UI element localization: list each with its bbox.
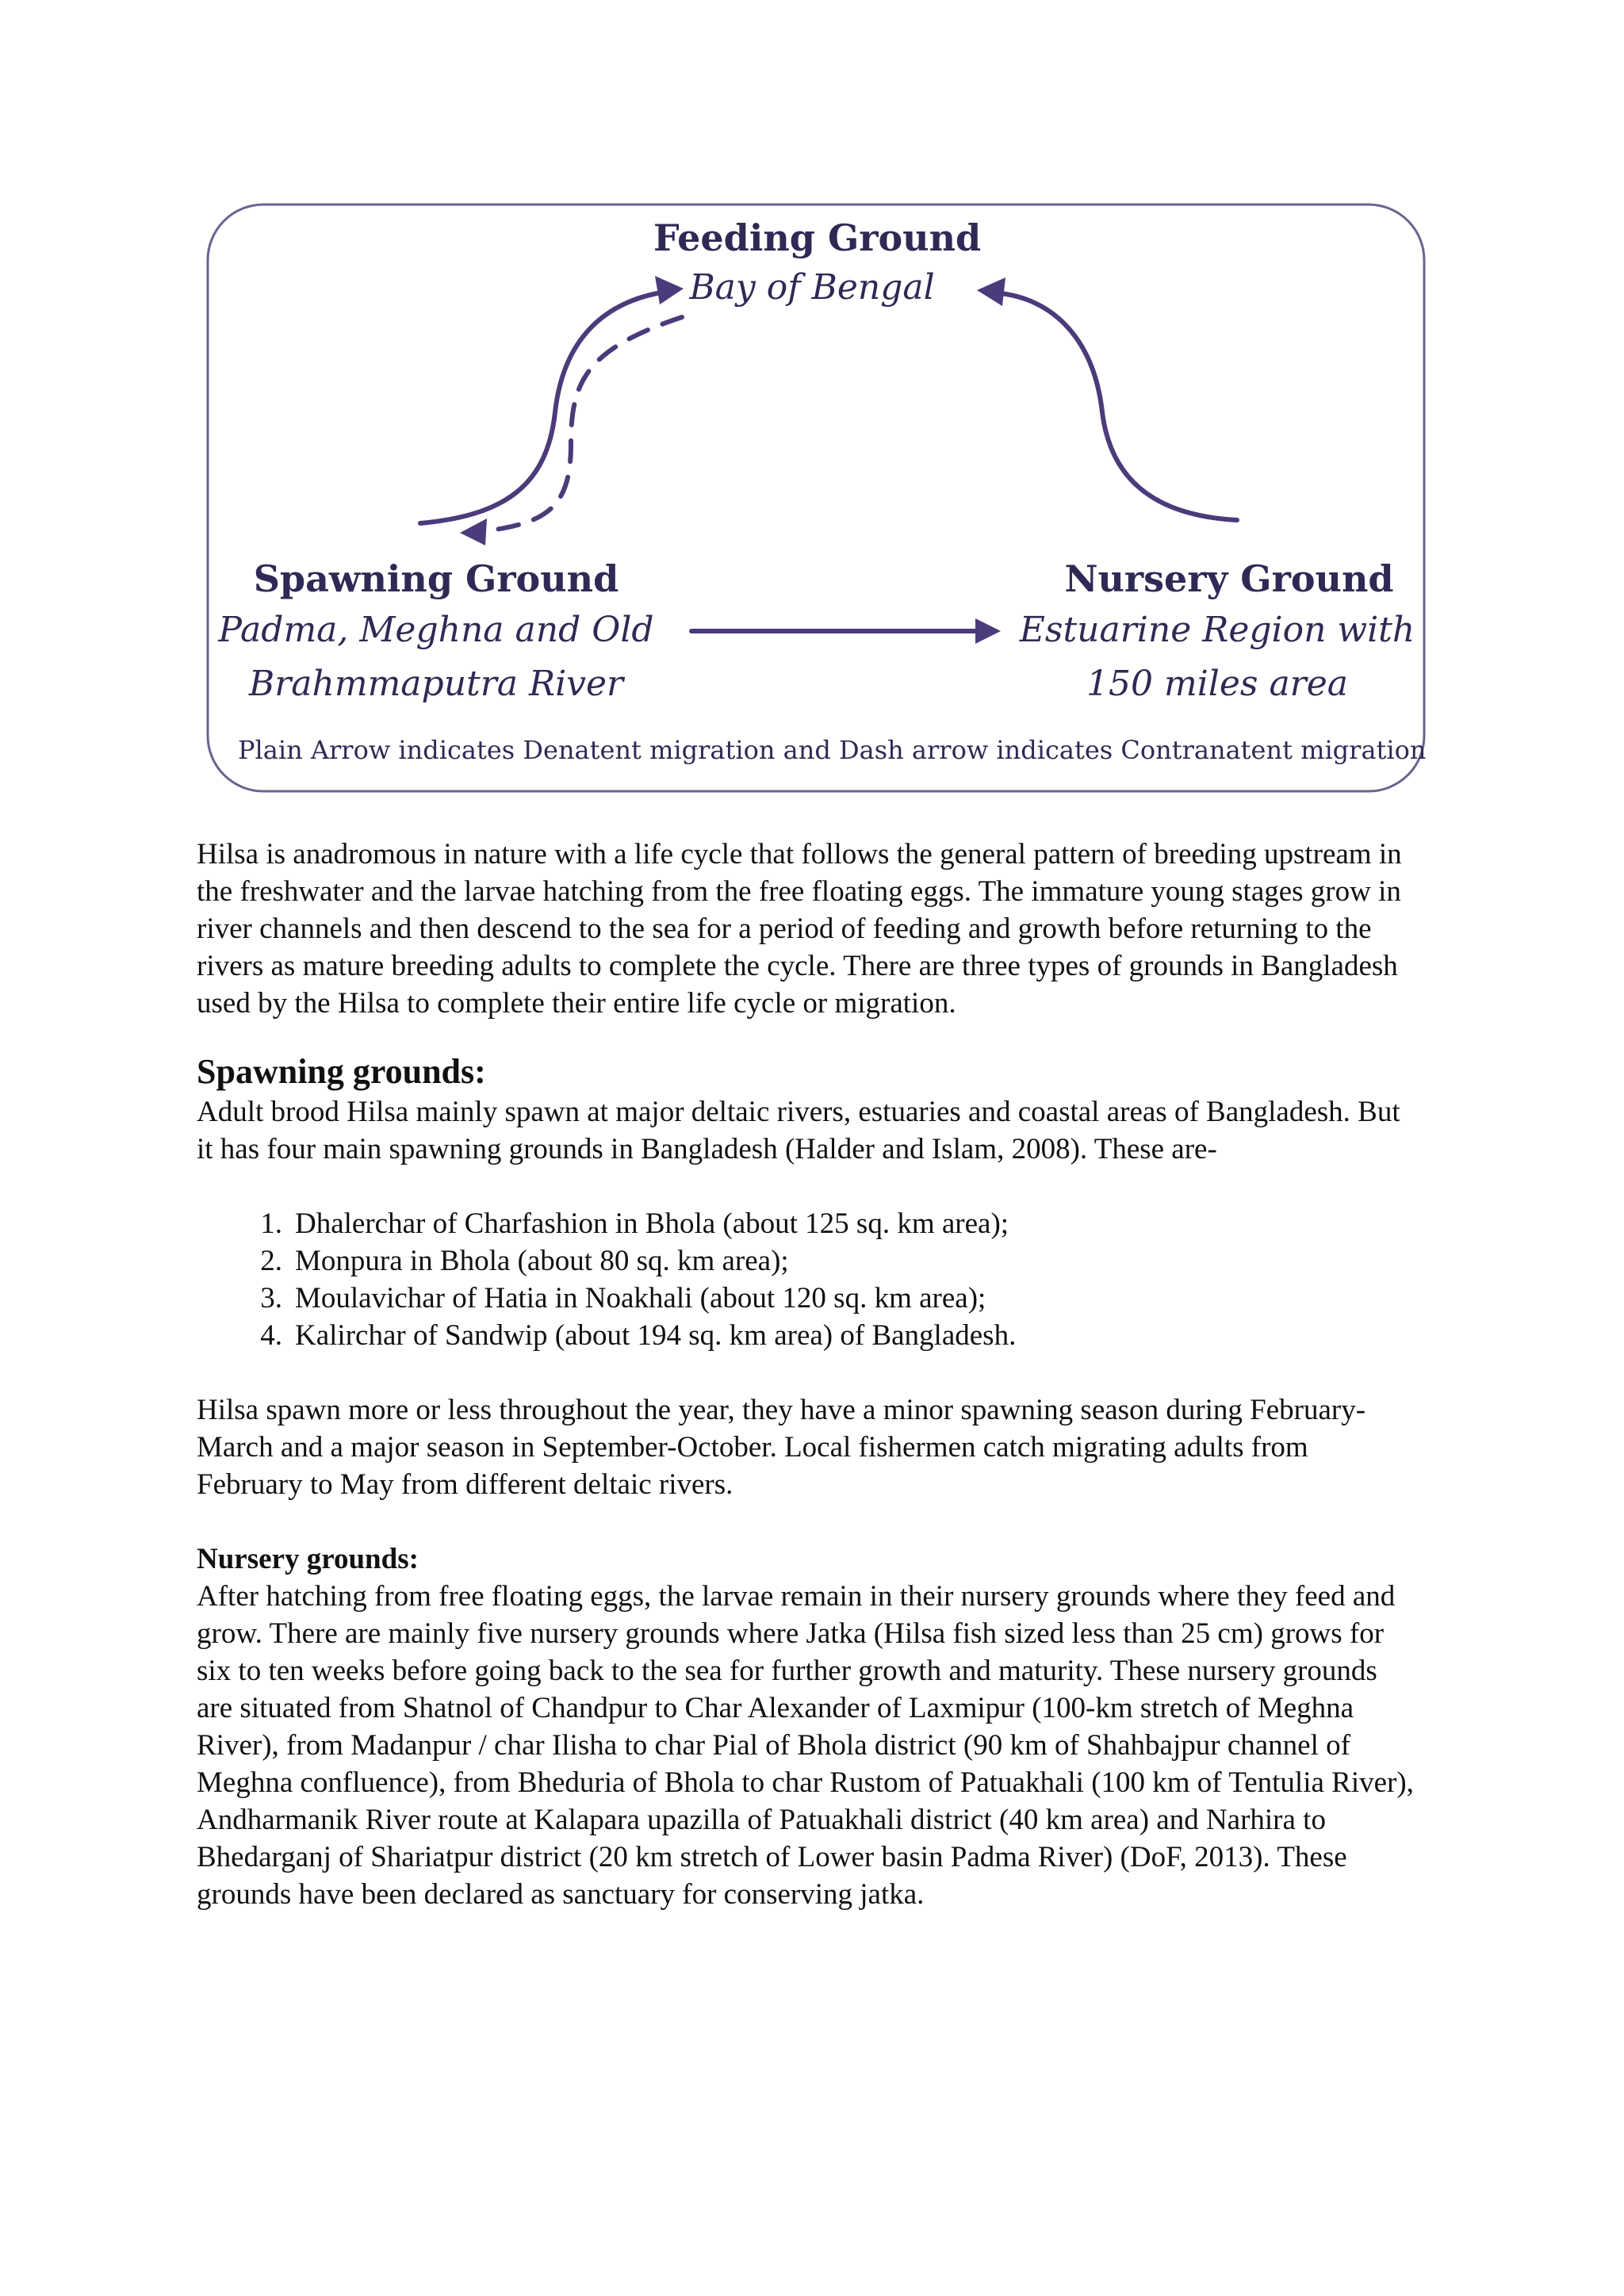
- spawning-grounds-list: [197, 1205, 1419, 1354]
- dashed-arrow-head: [460, 519, 487, 545]
- intro-paragraph: Hilsa is anadromous in nature with a life cycle that follows the general pattern of breeding upstream in the freshwater and the larvae hatching from the free floating eggs. The immature young stages grow in river channels and then descend to the sea for a period of feeding and growth before returning to the rivers as mature breeding adults to complete the cycle. There are three types of grounds in Bangladesh used by the Hilsa to complete their entire life cycle or migration.: [197, 838, 1402, 1020]
- spawning-ground-location-line2: Brahmmaputra River: [248, 664, 624, 704]
- horizontal-arrow-head: [975, 618, 1001, 644]
- nursery-ground-title: Nursery Ground: [1064, 557, 1394, 600]
- list-item-number: 4.: [260, 1319, 282, 1352]
- solid-arrow-head-right: [977, 277, 1005, 306]
- document-body: [197, 836, 1419, 1913]
- solid-curve-arrow-left: [420, 292, 666, 523]
- nursery-paragraph: After hatching from free floating eggs, the larvae remain in their nursery grounds where they feed and grow. There are mainly five nursery grounds where Jatka (Hilsa fish sized less than 25 cm) grows for six to ten weeks before going back to the sea for further growth and maturity. These nursery grounds are situated from Shatnol of Chandpur to Char Alexander of Laxmipur (100-km stretch of Meghna River), from Madanpur / char Ilisha to char Pial of Bhola district (90 km of Shahbajpur channel of Meghna confluence), from Bheduria of Bhola to char Rustom of Patuakhali (100 km of Tentulia River), Andharmanik River route at Kalapara upazilla of Patuakhali district (40 km area) and Narhira to Bhedarganj of Shariatpur district (20 km stretch of Lower basin Padma River) (DoF, 2013). These grounds have been declared as sanctuary for conserving jatka.: [197, 1580, 1414, 1911]
- list-item-text: Monpura in Bhola (about 80 sq. km area);: [295, 1245, 789, 1277]
- list-item-text: Kalirchar of Sandwip (about 194 sq. km area) of Bangladesh.: [295, 1319, 1017, 1352]
- nursery-ground-location-line2: 150 miles area: [1086, 664, 1348, 704]
- list-item-text: Dhalerchar of Charfashion in Bhola (about 125 sq. km area);: [295, 1207, 1009, 1240]
- arrow-legend-note: Plain Arrow indicates Denatent migration and Dash arrow indicates Contranatent migration: [238, 735, 1427, 765]
- list-item-number: 1.: [260, 1207, 282, 1240]
- dashed-curve-arrow: [484, 317, 682, 531]
- spawning-ground-title: Spawning Ground: [253, 557, 619, 600]
- list-item: [197, 1317, 1419, 1354]
- feeding-ground-title: Feeding Ground: [653, 216, 982, 259]
- spawning-season-paragraph: Hilsa spawn more or less throughout the year, they have a minor spawning season during February-March and a major season in September-October. Local fishermen catch migrating adults from February to May from different deltaic rivers.: [197, 1394, 1366, 1501]
- list-item-text: Moulavichar of Hatia in Noakhali (about 120 sq. km area);: [295, 1282, 986, 1314]
- solid-curve-arrow-right: [1001, 293, 1237, 520]
- list-item-number: 2.: [260, 1245, 282, 1277]
- list-item: [197, 1280, 1419, 1317]
- spawning-ground-location-line1: Padma, Meghna and Old: [218, 610, 654, 650]
- nursery-grounds-heading: Nursery grounds:: [197, 1543, 419, 1575]
- spawning-paragraph: Adult brood Hilsa mainly spawn at major deltaic rivers, estuaries and coastal areas of Bangladesh. But it has four main spawning grounds in Bangladesh (Halder and Islam, 2008). These are-: [197, 1096, 1400, 1165]
- list-item: [197, 1242, 1419, 1280]
- hilsa-migration-diagram: [0, 0, 1624, 825]
- list-item-number: 3.: [260, 1282, 282, 1314]
- feeding-ground-location: Bay of Bengal: [689, 267, 935, 308]
- spawning-grounds-heading: Spawning grounds:: [197, 1052, 486, 1091]
- list-item: [197, 1205, 1419, 1242]
- nursery-ground-location-line1: Estuarine Region with: [1019, 610, 1415, 650]
